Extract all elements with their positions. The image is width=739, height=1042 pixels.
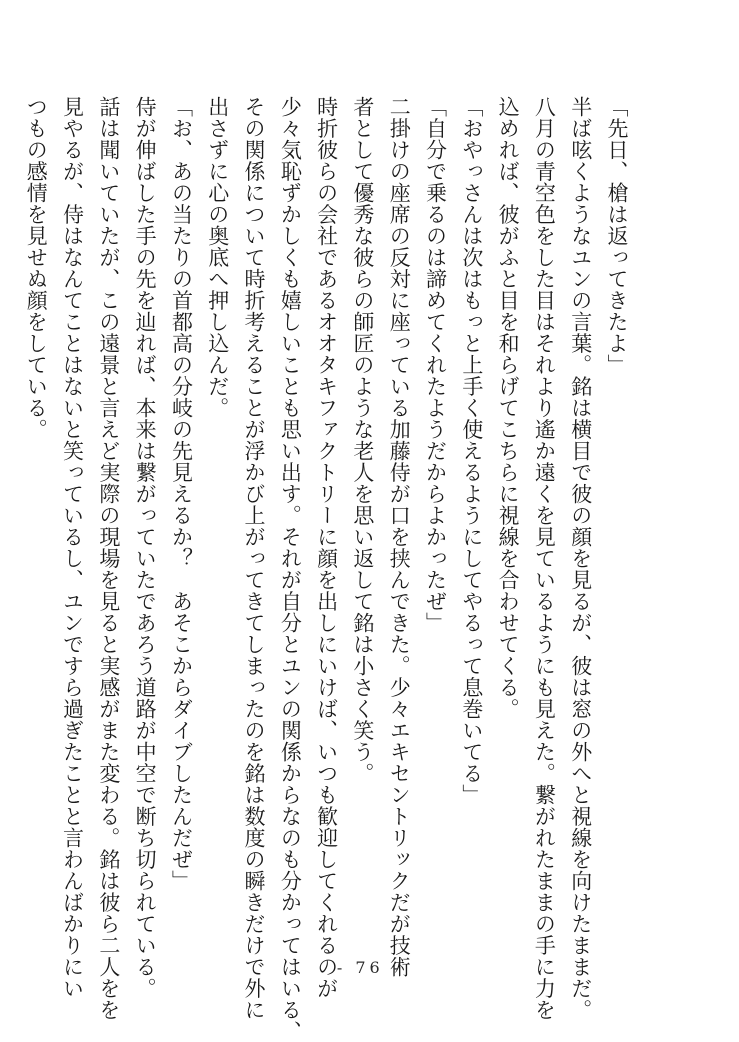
text-line: 少々気恥ずかしくも嬉しいことも思い出す。それが自分とユンの関係からなのも分かってはいる、 — [278, 96, 303, 1042]
text-line: 込めれば、彼がふと目を和らげてこちらに視線を合わせてくる。 — [496, 96, 521, 720]
text-line: 話は聞いていたが、この遠景と言えど実際の現場を見ると実感がまた変わる。銘は彼ら二人をを — [96, 96, 121, 1021]
text-line: 二掛けの座席の反対に座っている加藤侍が口を挟んできた。少々エキセントリックだが技術 — [387, 96, 412, 978]
text-line: 時折彼らの会社であるオオタキファクトリーに顔を出しにいけば、いつも歓迎してくれるのが — [314, 96, 339, 999]
text-line: 「自分で乗るのは諦めてくれたようだからよかったぜ」 — [423, 96, 448, 634]
text-line: 「先日、槍は返ってきたよ」 — [605, 96, 629, 376]
text-line: 侍が伸ばした手の先を辿れば、本来は繋がっていたであろう道路が中空で断ち切られている。 — [133, 96, 158, 999]
text-line: つもの感情を見せぬ顔をしている。 — [24, 96, 49, 440]
text-line: 八月の青空色をした目はそれより遙か遠くを見ているようにも見えた。繋がれたままの手に力を — [532, 96, 557, 1021]
text-line: 見やるが、侍はなんてことはないと笑っているし、ユンですら過ぎたことと言わんばかりにい — [60, 96, 85, 999]
text-line: 半ば呟くようなユンの言葉。銘は横目で彼の顔を見るが、彼は窓の外へと視線を向けたままだ。 — [568, 96, 593, 1021]
page-number: - 76 - — [336, 958, 403, 977]
text-line: 者として優秀な彼らの師匠のような老人を思い返して銘は小さく笑う。 — [350, 96, 375, 784]
text-line: 出さずに心の奥底へ押し込んだ。 — [205, 96, 230, 419]
text-line: 「お、あの当たりの首都高の分岐の先見えるか？ あそこからダイブしたんだぜ」 — [169, 96, 194, 892]
text-line: その関係について時折考えることが浮かび上がってきてしまったのを銘は数度の瞬きだけで外に — [242, 96, 267, 1021]
text-line: 「おやっさんは次はもっと上手く使えるようにしてやるって息巻いてる」 — [459, 96, 484, 806]
